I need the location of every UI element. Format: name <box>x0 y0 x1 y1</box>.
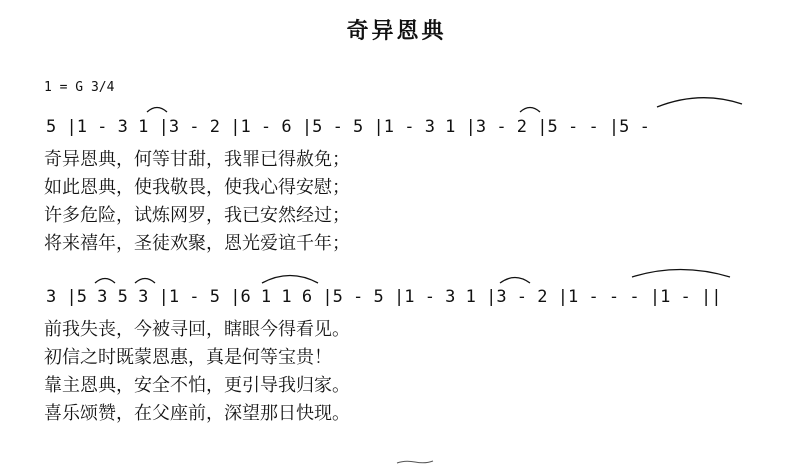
lyric-text: 将来禧年，圣徒欢聚，恩光爱谊千年； <box>44 233 350 254</box>
lyric-line <box>44 318 664 342</box>
notation-line-1: 5 |1 - 3 1 |3 - 2 |1 - 6 |5 - 5 |1 - 3 1 |3 - 2 |5 - - |5 - <box>46 117 650 137</box>
slur <box>657 98 742 107</box>
lyric-line <box>44 374 664 398</box>
notation-line-2: 3 |5 3 5 3 |1 - 5 |6 1 1 6 |5 - 5 |1 - 3 1 |3 - 2 |1 - - - |1 - || <box>46 287 722 307</box>
lyric-line <box>44 176 664 200</box>
lyric-line <box>44 232 664 256</box>
lyric-text: 奇异恩典，何等甘甜，我罪已得赦免； <box>44 149 350 170</box>
song-title: 奇异恩典 <box>346 19 447 44</box>
slur <box>500 278 530 284</box>
lyric-text: 靠主恩典，安全不怕，更引导我归家。 <box>44 375 350 396</box>
lyric-line <box>44 204 664 228</box>
lyric-line <box>44 148 664 172</box>
lyric-text: 许多危险，试炼网罗，我已安然经过； <box>44 205 350 226</box>
slur <box>147 108 167 113</box>
slur <box>95 279 115 284</box>
lyric-text: 前我失丧，今被寻回，瞎眼今得看见。 <box>44 319 350 340</box>
scribble-mark <box>395 459 435 465</box>
lyric-text: 喜乐颂赞，在父座前，深望那日快现。 <box>44 403 350 424</box>
key-signature: 1 = G 3/4 <box>44 80 115 95</box>
lyric-line <box>44 402 664 426</box>
lyric-text: 如此恩典，使我敬畏，使我心得安慰； <box>44 177 350 198</box>
lyric-line <box>44 346 664 370</box>
slur <box>135 279 155 284</box>
slur <box>520 108 540 113</box>
slur <box>632 270 730 278</box>
lyric-text: 初信之时既蒙恩惠，真是何等宝贵！ <box>44 347 332 368</box>
slur <box>262 276 318 284</box>
